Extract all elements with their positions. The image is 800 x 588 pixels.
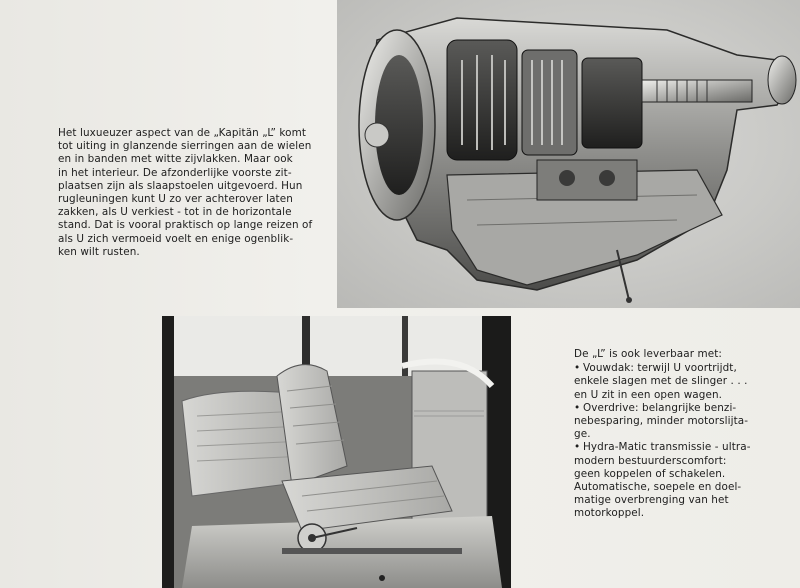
intro-paragraph <box>58 127 326 259</box>
intro-line-8: stand. Dat is vooral praktisch op lange reizen of <box>58 219 313 232</box>
intro-line-3: en in banden met witte zijvlakken. Maar ook <box>58 153 293 166</box>
intro-line-5: plaatsen zijn als slaapstoelen uitgevoerd. Hun <box>58 179 303 192</box>
bullet-icon: • <box>574 401 581 414</box>
intro-line-4: in het interieur. De afzonderlijke voorste zit- <box>58 166 292 179</box>
option-1-line-3: en U zit in een open wagen. <box>574 388 723 401</box>
option-3-line-2: modern bestuurderscomfort: <box>574 454 727 467</box>
option-2-line-2: nebesparing, minder motorslijta- <box>574 415 749 428</box>
option-item-vouwdak <box>574 362 770 402</box>
option-3-line-3: geen koppelen of schakelen. <box>574 467 726 480</box>
option-3-line-6: motorkoppel. <box>574 507 645 520</box>
intro-line-7: zakken, als U verkiest - tot in de horizontale <box>58 206 292 219</box>
intro-line-6: rugleuningen kunt U zo ver achterover laten <box>58 193 293 206</box>
options-list <box>574 362 770 520</box>
option-item-overdrive <box>574 402 770 442</box>
option-item-hydra-matic <box>574 441 770 520</box>
intro-line-1: Het luxueuzer aspect van de „Kapitän „L” komt <box>58 127 307 139</box>
option-2-line-1: Overdrive: belangrijke benzi- <box>583 401 737 414</box>
bullet-icon: • <box>574 362 581 375</box>
option-2-line-3: ge. <box>574 428 591 441</box>
intro-line-10: ken wilt rusten. <box>58 245 140 258</box>
transmission-drawing <box>337 0 800 308</box>
option-1-line-2: enkele slagen met de slinger . . . <box>574 375 748 388</box>
options-list-block <box>574 348 770 521</box>
transmission-cutaway-photo <box>337 0 800 308</box>
options-title: De „L” is ook leverbaar met: <box>574 348 722 360</box>
intro-line-9: als U zich vermoeid voelt en enige ogenblik- <box>58 232 294 245</box>
option-3-line-4: Automatische, soepele en doel- <box>574 481 742 494</box>
option-3-line-1: Hydra-Matic transmissie - ultra- <box>583 441 751 454</box>
bullet-icon: • <box>574 441 581 454</box>
car-interior-seats-photo <box>162 316 511 588</box>
interior-drawing <box>162 316 511 588</box>
option-3-line-5: matige overbrenging van het <box>574 494 729 507</box>
intro-line-2: tot uiting in glanzende sierringen aan de wielen <box>58 140 312 153</box>
option-1-line-1: Vouwdak: terwijl U voortrijdt, <box>583 362 737 375</box>
